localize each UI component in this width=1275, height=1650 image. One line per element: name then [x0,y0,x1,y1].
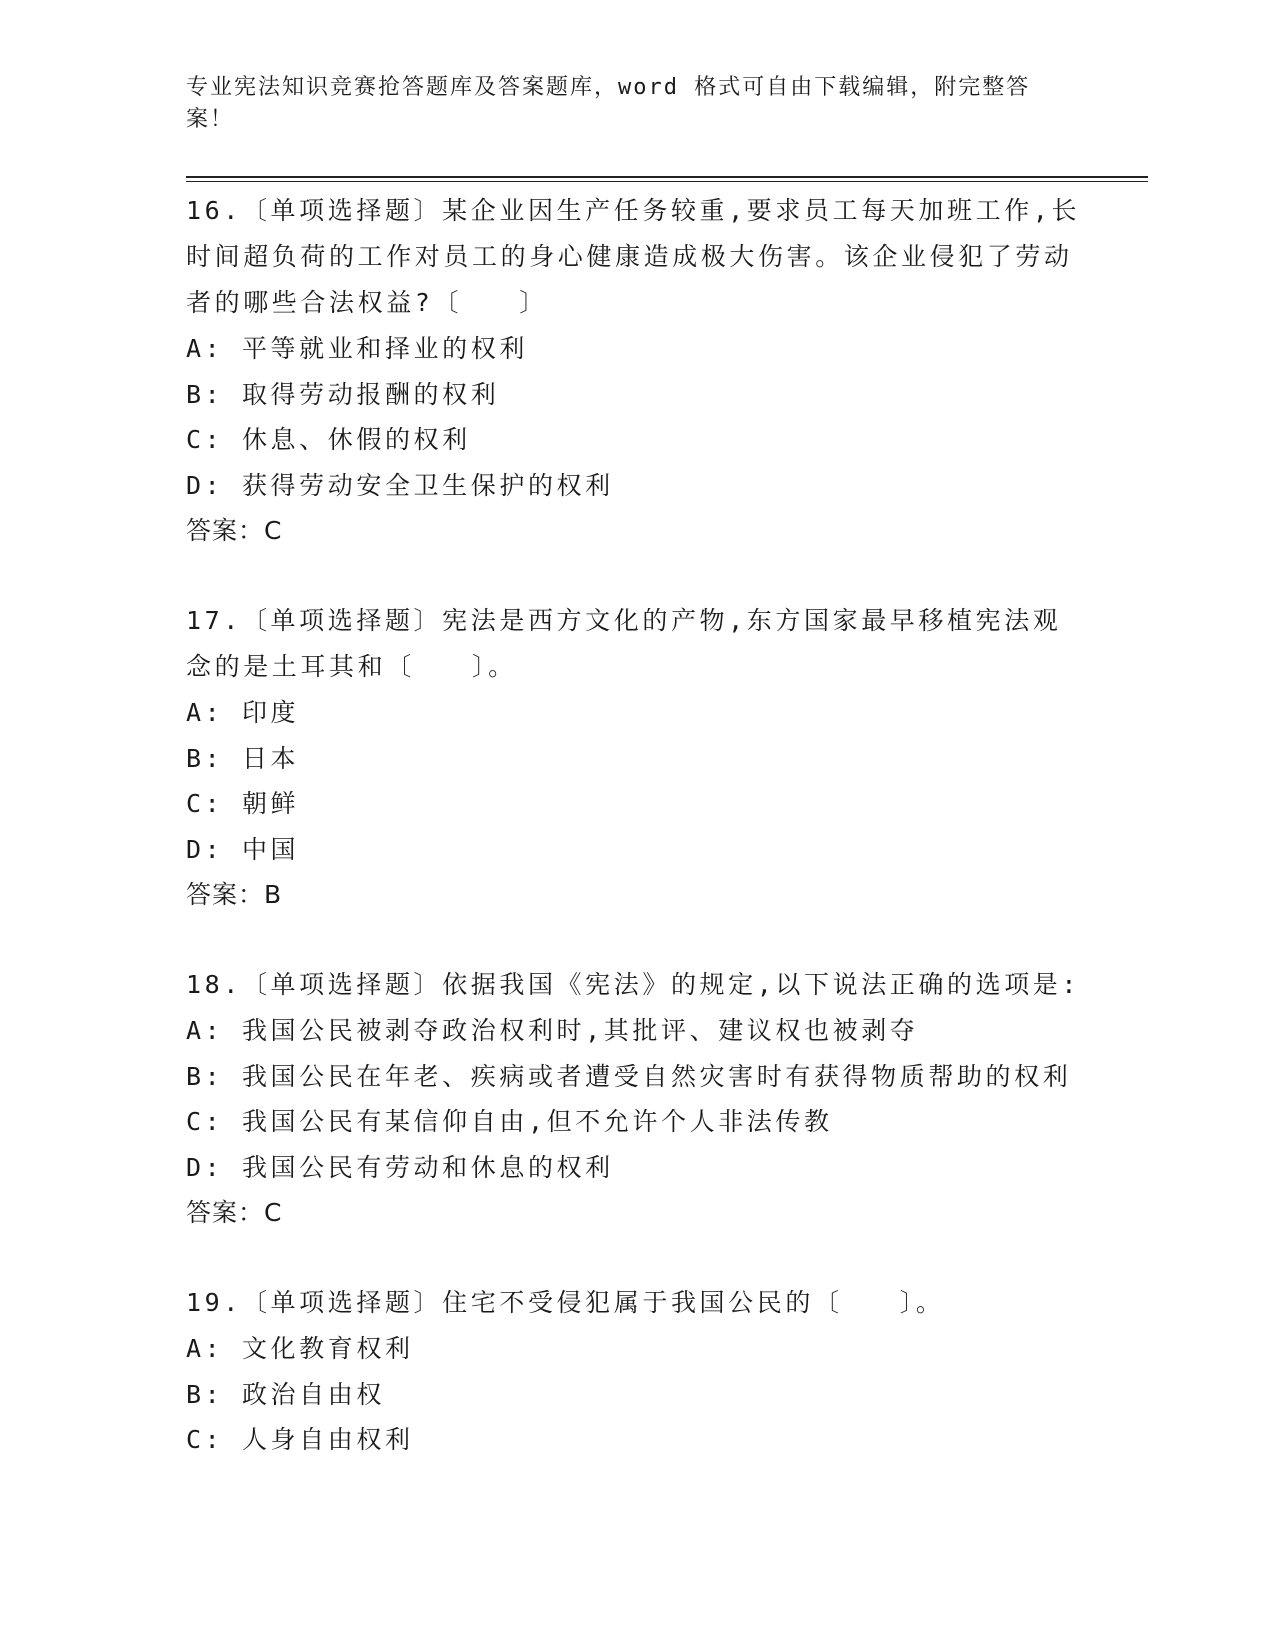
header-divider-thin [186,181,1148,182]
answer: 答案：C [186,1198,283,1227]
question-text: 18.〔单项选择题〕依据我国《宪法》的规定,以下说法正确的选项是: [186,970,1081,999]
option-c: C: 人身自由权利 [186,1425,414,1454]
option-a: A: 文化教育权利 [186,1334,414,1363]
question-spacer [186,917,1086,962]
question-spacer [186,553,1086,598]
option-b: B: 日本 [186,743,300,773]
option-b: B: 取得劳动报酬的权利 [186,379,500,409]
option-d: D: 我国公民有劳动和休息的权利 [186,1152,614,1182]
option-c: C: 休息、休假的权利 [186,425,471,454]
question-text: 19.〔单项选择题〕住宅不受侵犯属于我国公民的〔 〕。 [186,1288,945,1317]
option-b: B: 我国公民在年老、疾病或者遭受自然灾害时有获得物质帮助的权利 [186,1061,1072,1091]
option-c: C: 朝鲜 [186,789,300,818]
question-text: 16.〔单项选择题〕某企业因生产任务较重,要求员工每天加班工作,长时间超负荷的工作对员工的身心健康造成极大伤害。该企业侵犯了劳动者的哪些合法权益?〔 〕 [186,196,1081,317]
option-d: D: 中国 [186,834,300,864]
question-16 [186,188,1086,553]
question-17 [186,598,1086,917]
option-c: C: 我国公民有某信仰自由,但不允许个人非法传教 [186,1107,833,1136]
question-18 [186,962,1086,1235]
document-header: 专业宪法知识竞赛抢答题库及答案题库，word 格式可自由下载编辑，附完整答案！ [186,75,1031,132]
option-b: B: 政治自由权 [186,1379,385,1409]
header-divider-thick [186,176,1148,178]
question-text: 17.〔单项选择题〕宪法是西方文化的产物,东方国家最早移植宪法观念的是土耳其和〔 〕。 [186,606,1062,681]
question-list [186,188,1086,1463]
option-d: D: 获得劳动安全卫生保护的权利 [186,470,614,500]
option-a: A: 我国公民被剥夺政治权利时,其批评、建议权也被剥夺 [186,1016,919,1045]
question-19 [186,1280,1086,1463]
option-a: A: 平等就业和择业的权利 [186,334,528,363]
question-spacer [186,1235,1086,1280]
answer: 答案：C [186,516,283,545]
option-a: A: 印度 [186,698,300,727]
answer: 答案：B [186,880,283,909]
